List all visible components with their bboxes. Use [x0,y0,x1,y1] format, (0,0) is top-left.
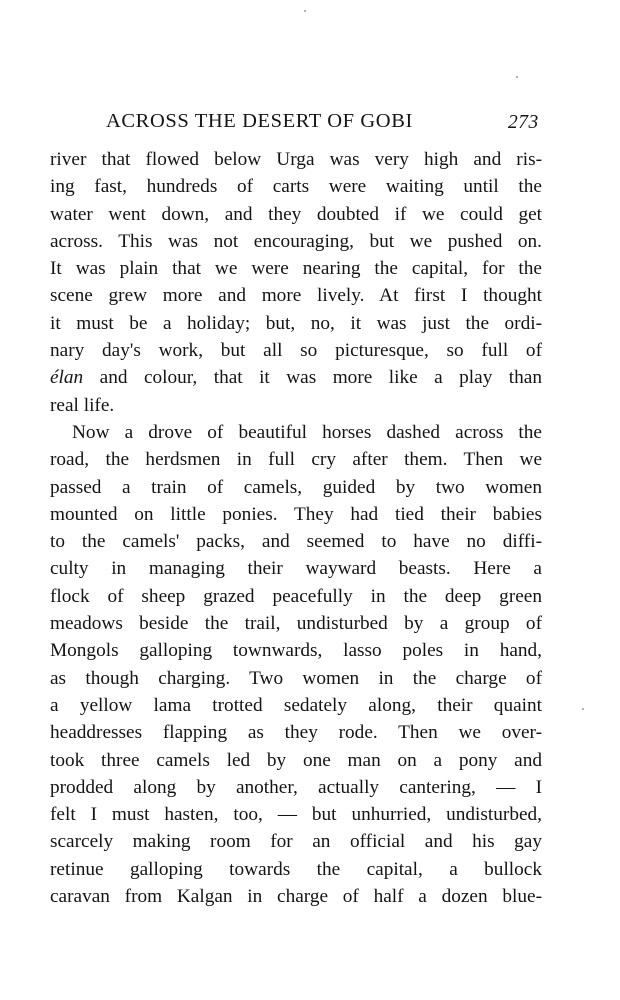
text-line: felt I must hasten, too, — but unhurried, undisturbed, [50,804,542,826]
text-line: élan and colour, that it was more like a play than [50,367,542,389]
text-line: Mongols galloping townwards, lasso poles in hand, [50,640,542,662]
text-line: scene grew more and more lively. At first I thought [50,285,542,307]
text-line: scarcely making room for an official and his gay [50,831,542,853]
text-line: Now a drove of beautiful horses dashed across the [72,421,542,443]
running-head-title: ACROSS THE DESERT OF GOBI [106,110,413,132]
running-head [106,110,546,138]
text-line: took three camels led by one man on a pony and [50,749,542,771]
text-line: road, the herdsmen in full cry after them. Then we [50,449,542,471]
text-line: across. This was not encouraging, but we pushed on. [50,230,542,252]
text-line: It was plain that we were nearing the capital, for the [50,258,542,280]
italic-word: élan [50,367,84,389]
text-line: water went down, and they doubted if we could get [50,203,542,225]
text-line: headdresses flapping as they rode. Then we over- [50,722,542,744]
text-line: mounted on little ponies. They had tied their babies [50,503,542,525]
text-line: river that flowed below Urga was very high and ris- [50,149,542,170]
text-line: passed a train of camels, guided by two women [50,476,542,498]
text-line: prodded along by another, actually cantering, — I [50,776,542,798]
scan-speck [582,708,584,710]
scan-speck [304,10,306,12]
text-line: culty in managing their wayward beasts. Here a [50,558,542,580]
text-line: meadows beside the trail, undisturbed by a group of [50,613,542,635]
text-line: caravan from Kalgan in charge of half a dozen blue- [50,886,542,908]
text-line: real life. [50,394,115,416]
text-line: ing fast, hundreds of carts were waiting until the [50,176,542,198]
text-line: it must be a holiday; but, no, it was just the ordi- [50,312,542,334]
text-line: retinue galloping towards the capital, a bullock [50,858,542,880]
text-line: flock of sheep grazed peacefully in the deep green [50,585,542,607]
page-number: 273 [508,112,539,133]
text-line: to the camels' packs, and seemed to have no diffi- [50,531,542,553]
text-line: as though charging. Two women in the charge of [50,667,542,689]
body-text [50,146,542,910]
text-line: nary day's work, but all so picturesque, so full of [50,340,542,362]
scan-speck [516,76,518,78]
text-line: a yellow lama trotted sedately along, their quaint [50,694,542,716]
